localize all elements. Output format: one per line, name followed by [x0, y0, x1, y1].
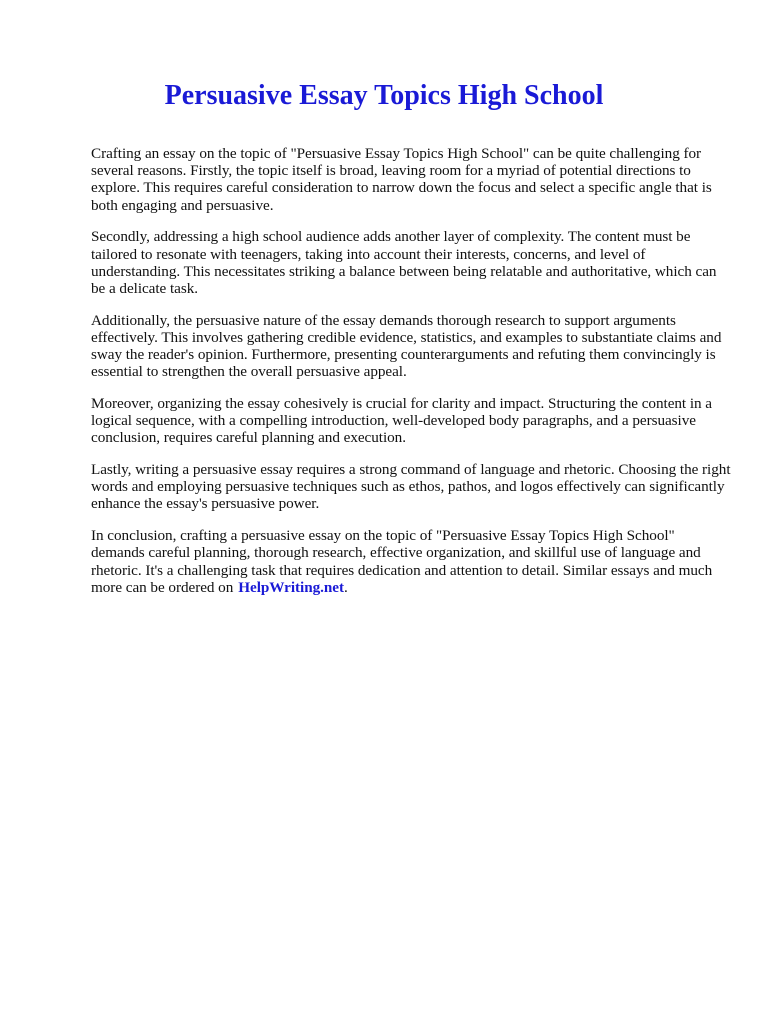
conclusion-text: In conclusion, crafting a persuasive essay on the topic of "Persuasive Essay Topics High School" demands careful planning, thorough research, effective organization, and skillful use of language and rhetoric. It's a challenging task that requires dedication and attention to detail. Similar essays and much more can be ordered on: [91, 527, 713, 596]
helpwriting-link[interactable]: HelpWriting.net: [238, 578, 344, 596]
conclusion-paragraph: [91, 527, 731, 596]
page-title: Persuasive Essay Topics High School: [164, 80, 604, 111]
paragraph-2: Secondly, addressing a high school audience adds another layer of complexity. The content must be tailored to resonate with teenagers, taking into account their interests, concerns, and level of understanding. This necessitates striking a balance between being relatable and authoritative, which can be a delicate task.: [91, 228, 717, 297]
paragraph-5: Lastly, writing a persuasive essay requires a strong command of language and rhetoric. Choosing the right words and employing persuasive techniques such as ethos, pathos, and logos effectively can significantly enhance the essay's persuasive power.: [91, 461, 731, 513]
paragraph-3: Additionally, the persuasive nature of the essay demands thorough research to support arguments effectively. This involves gathering credible evidence, statistics, and examples to substantiate claims and sway the reader's opinion. Furthermore, presenting counterarguments and refuting them convincingly is essential to strengthen the overall persuasive appeal.: [91, 311, 722, 381]
paragraph-1: Crafting an essay on the topic of "Persuasive Essay Topics High School" can be quite challenging for several reasons. Firstly, the topic itself is broad, leaving room for a myriad of potential directions to explore. This requires careful consideration to narrow down the focus and select a specific angle that is both engaging and persuasive.: [91, 145, 712, 214]
conclusion-end-punctuation: .: [344, 578, 348, 596]
paragraph-4: Moreover, organizing the essay cohesively is crucial for clarity and impact. Structuring the content in a logical sequence, with a compelling introduction, well-developed body paragraphs, and a persuasive conclusion, requires careful planning and execution.: [91, 394, 712, 447]
essay-body: [91, 145, 731, 610]
